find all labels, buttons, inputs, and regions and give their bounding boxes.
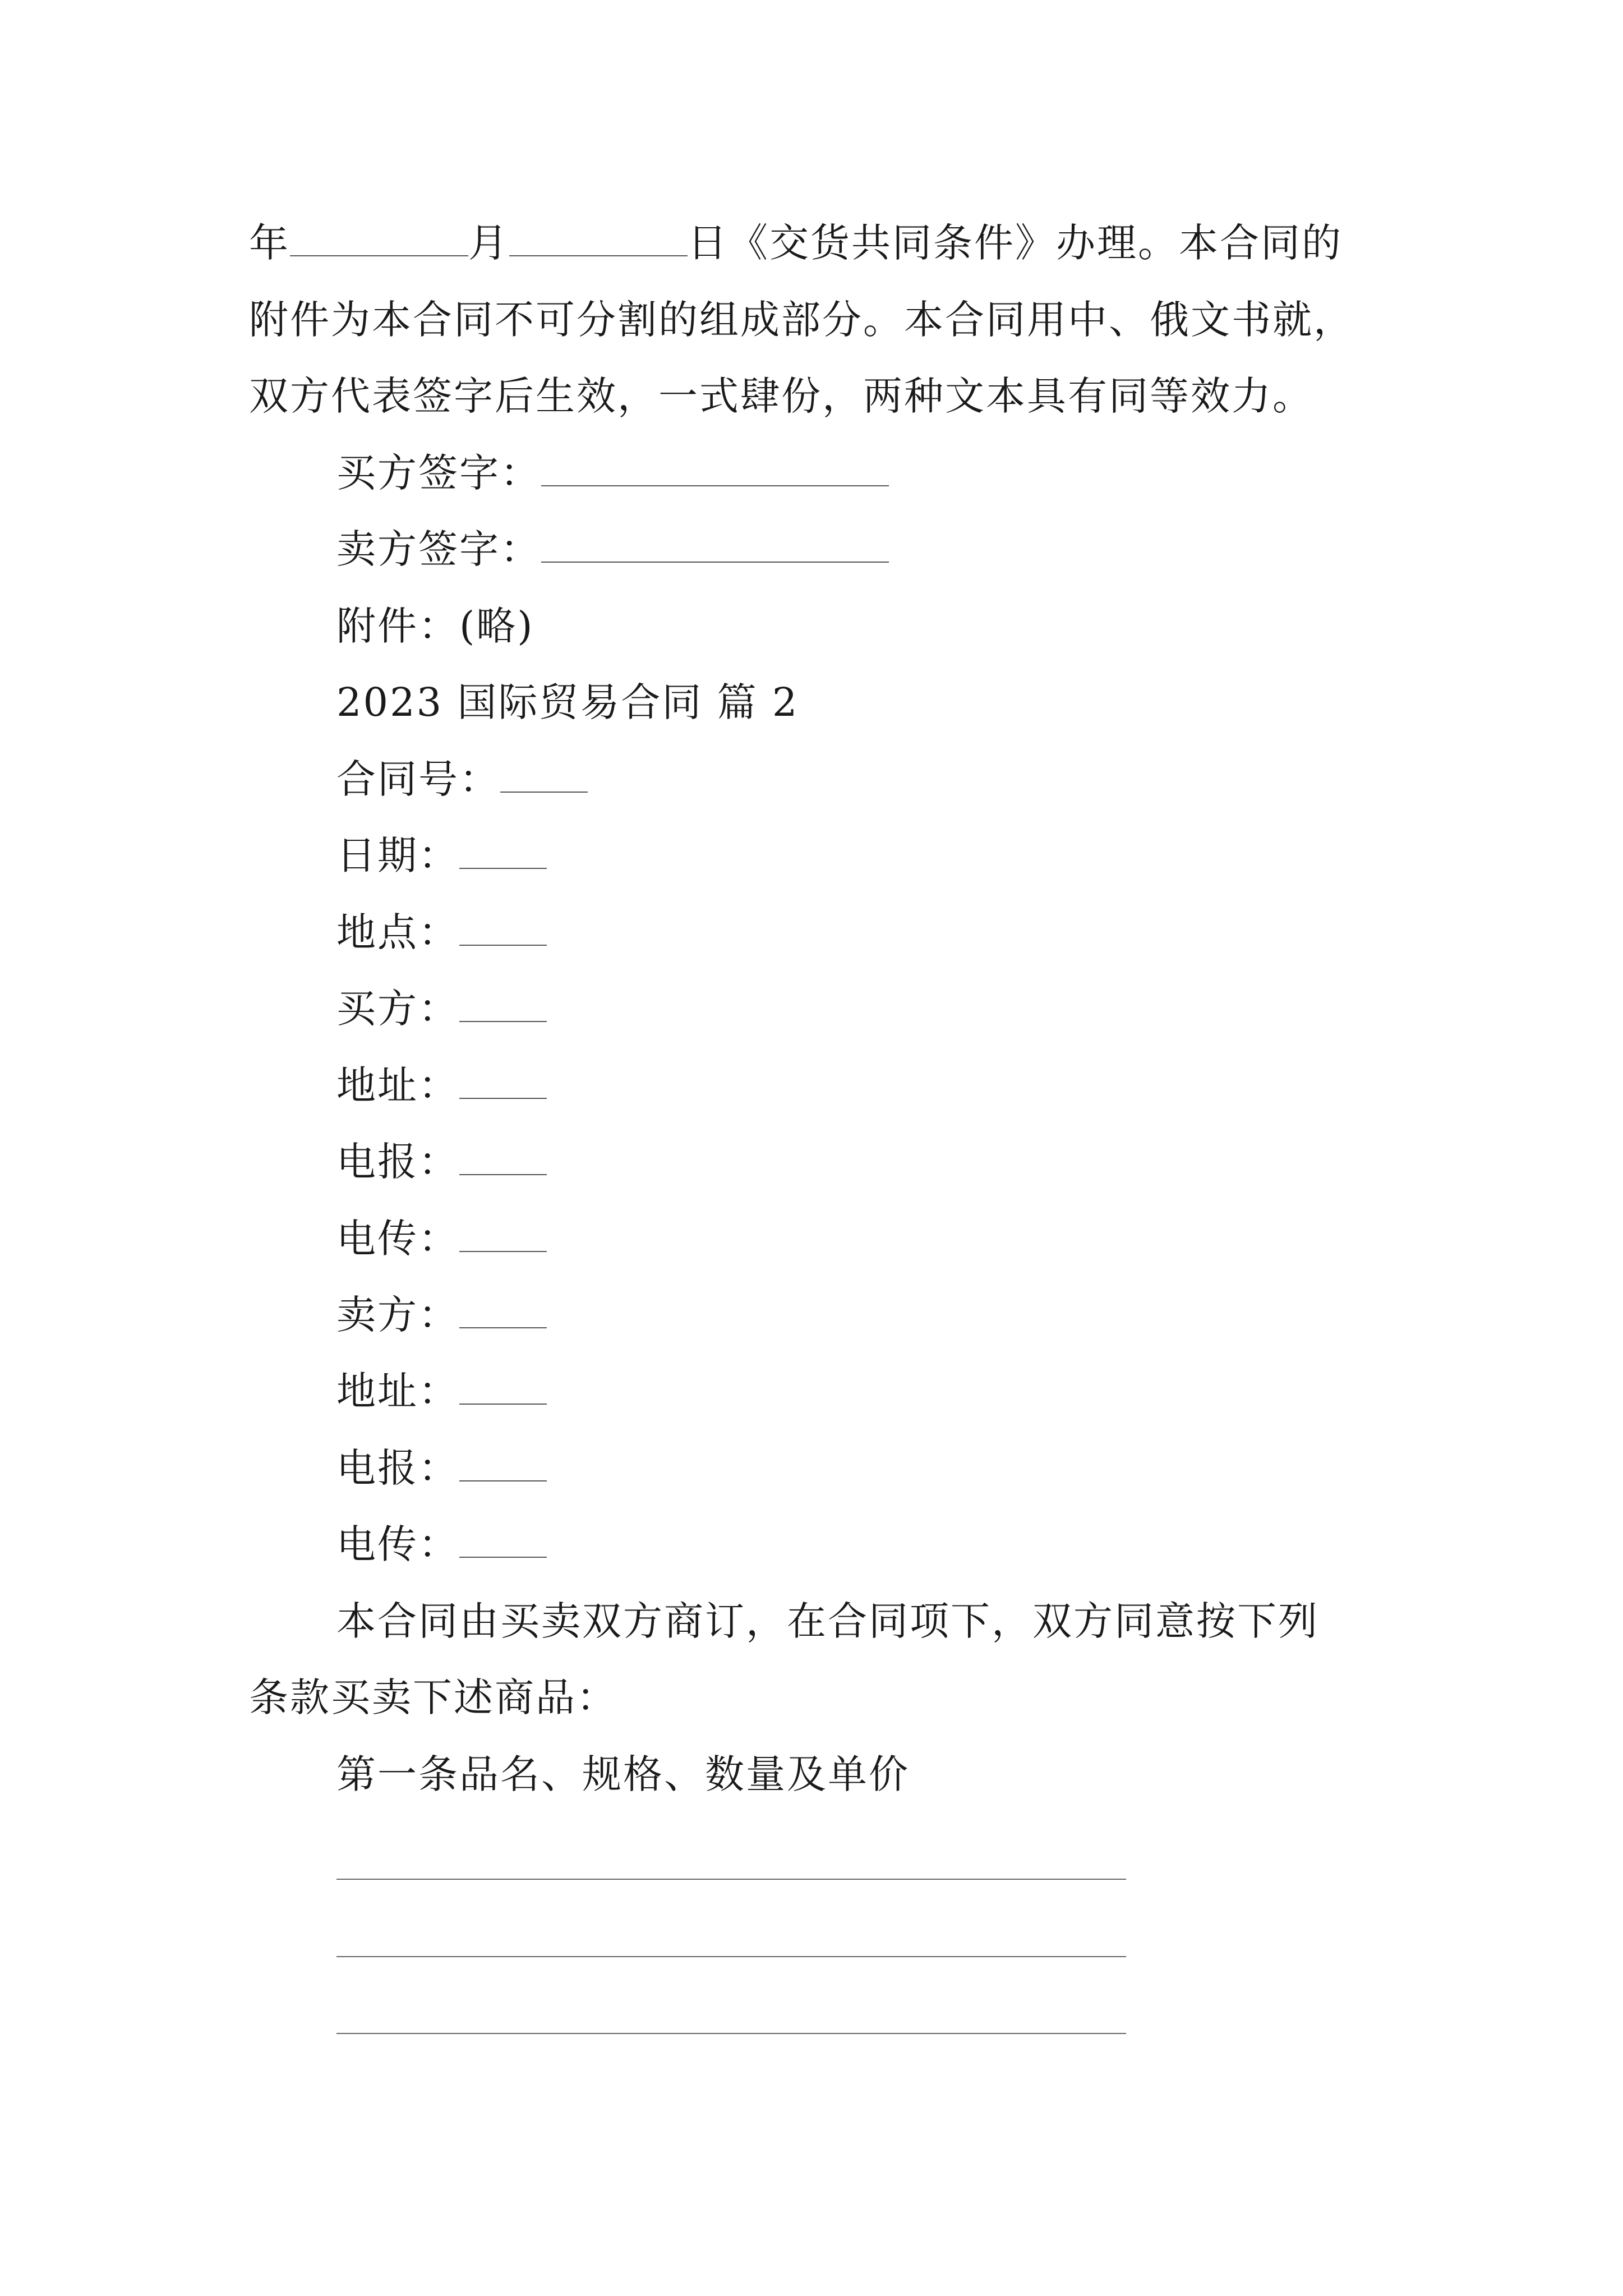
buyer-telegram-blank [459, 1137, 547, 1175]
seller-fax-label: 电传： [336, 1521, 459, 1567]
seller-address-field [336, 1363, 547, 1419]
seller-blank [459, 1290, 547, 1328]
section-title: 2023 国际贸易合同 篇 2 [336, 679, 799, 725]
seller-address-label: 地址： [336, 1368, 459, 1414]
contract-no-field [336, 751, 588, 807]
contract-no-blank [500, 754, 588, 793]
article-1-title: 第一条品名、规格、数量及单价 [336, 1751, 910, 1797]
buyer-address-field [336, 1057, 547, 1114]
seller-field [336, 1287, 547, 1343]
seller-signature-blank [541, 524, 889, 563]
seller-address-blank [459, 1366, 547, 1405]
buyer-fax-blank [459, 1214, 547, 1252]
seller-fax-blank [459, 1520, 547, 1558]
buyer-field [336, 981, 547, 1037]
seller-label: 卖方： [336, 1292, 459, 1338]
buyer-signature-label: 买方签字： [336, 450, 541, 496]
seller-signature-line [336, 521, 889, 577]
buyer-signature-blank [541, 448, 889, 486]
year-blank [290, 218, 468, 256]
blank-rule-3 [336, 2033, 1126, 2034]
buyer-telegram-label: 电报： [336, 1139, 459, 1185]
intro-line-1: 本合同由买卖双方商订，在合同项下，双方同意按下列 [336, 1598, 1319, 1644]
paragraph-line-2: 附件为本合同不可分割的组成部分。本合同用中、俄文书就， [249, 297, 1354, 343]
year-label: 年 [249, 220, 290, 266]
place-blank [459, 908, 547, 946]
paragraph-line-1-text: 日《交货共同条件》办理。本合同的 [688, 220, 1343, 266]
seller-fax-field [336, 1516, 547, 1572]
month-label: 月 [468, 220, 509, 266]
place-field [336, 904, 547, 960]
intro-line-2: 条款买卖下述商品： [249, 1674, 617, 1720]
paragraph-line-3: 双方代表签字后生效，一式肆份，两种文本具有同等效力。 [249, 373, 1313, 419]
place-label: 地点： [336, 909, 459, 955]
seller-telegram-field [336, 1440, 547, 1496]
buyer-address-blank [459, 1061, 547, 1099]
buyer-fax-field [336, 1211, 547, 1267]
date-field [336, 827, 547, 884]
buyer-telegram-field [336, 1134, 547, 1190]
date-blank [459, 831, 547, 869]
buyer-signature-line [336, 445, 889, 501]
month-blank [509, 218, 688, 256]
blank-rule-1 [336, 1879, 1126, 1880]
buyer-blank [459, 984, 547, 1022]
attachment-line: 附件：(略) [336, 603, 534, 649]
seller-telegram-label: 电报： [336, 1445, 459, 1491]
buyer-address-label: 地址： [336, 1062, 459, 1108]
contract-no-label: 合同号： [336, 756, 500, 802]
buyer-fax-label: 电传： [336, 1216, 459, 1262]
blank-rule-2 [336, 1956, 1126, 1957]
buyer-label: 买方： [336, 986, 459, 1032]
date-label: 日期： [336, 832, 459, 878]
seller-telegram-blank [459, 1443, 547, 1481]
paragraph-line-1 [249, 215, 1343, 271]
seller-signature-label: 卖方签字： [336, 526, 541, 572]
